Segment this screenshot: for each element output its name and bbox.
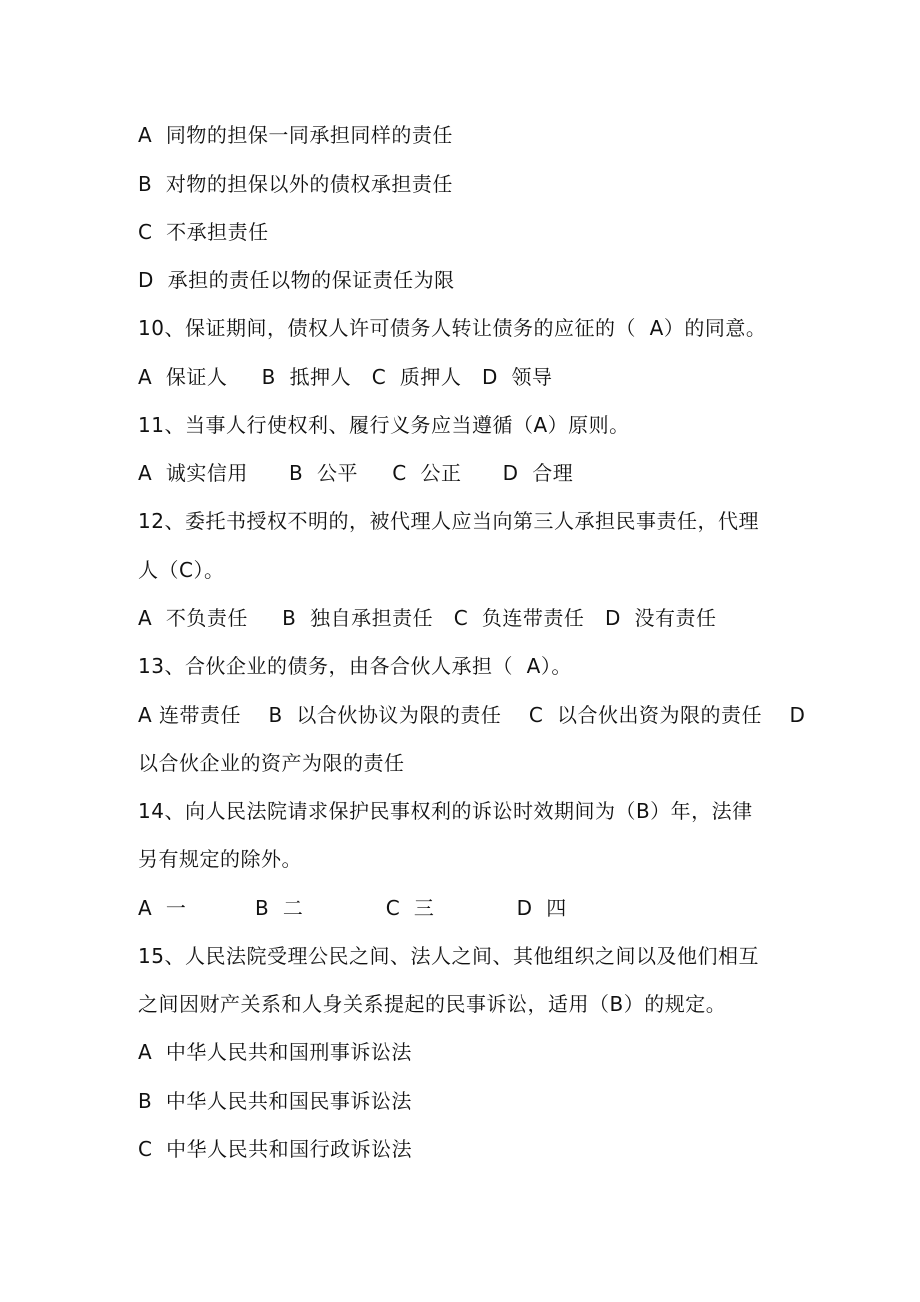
options-13-line-2: 以合伙企业的资产为限的责任 [138,751,405,775]
option-line: A 中华人民共和国刑事诉讼法 [138,1040,412,1064]
option-line: B 对物的担保以外的债权承担责任 [138,172,453,196]
question-11: 11、当事人行使权利、履行义务应当遵循（A）原则。 [138,413,630,437]
option-line: C 不承担责任 [138,220,269,244]
question-14-line-2: 另有规定的除外。 [138,847,302,871]
options-14: A 一 B 二 C 三 D 四 [138,896,567,920]
options-10: A 保证人 B 抵押人 C 质押人 D 领导 [138,365,553,389]
question-10: 10、保证期间，债权人许可债务人转让债务的应征的（ A）的同意。 [138,316,767,340]
option-line: D 承担的责任以物的保证责任为限 [138,268,455,292]
question-15-line-1: 15、人民法院受理公民之间、法人之间、其他组织之间以及他们相互 [138,944,759,968]
options-13-line-1: A 连带责任 B 以合伙协议为限的责任 C 以合伙出资为限的责任 D [138,703,806,727]
option-line: A 同物的担保一同承担同样的责任 [138,123,453,147]
question-12-line-1: 12、委托书授权不明的，被代理人应当向第三人承担民事责任，代理 [138,509,759,533]
question-14-line-1: 14、向人民法院请求保护民事权利的诉讼时效期间为（B）年，法律 [138,799,753,823]
question-15-line-2: 之间因财产关系和人身关系提起的民事诉讼，适用（B）的规定。 [138,992,727,1016]
question-12-line-2: 人（C）。 [138,558,225,582]
options-12: A 不负责任 B 独自承担责任 C 负连带责任 D 没有责任 [138,606,717,630]
options-11: A 诚实信用 B 公平 C 公正 D 合理 [138,461,574,485]
option-line: B 中华人民共和国民事诉讼法 [138,1089,412,1113]
question-13: 13、合伙企业的债务，由各合伙人承担（ A）。 [138,654,572,678]
option-line: C 中华人民共和国行政诉讼法 [138,1137,413,1161]
